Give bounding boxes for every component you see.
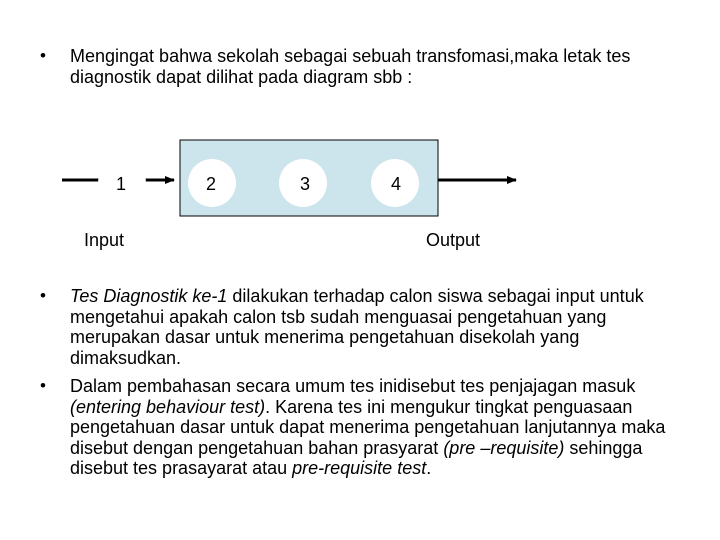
node-3-label: 3 (299, 174, 311, 194)
node-4-label: 4 (390, 174, 402, 194)
node-2-label: 2 (205, 174, 217, 194)
bullet-1-part-0: Tes Diagnostik ke-1 (70, 286, 228, 306)
intro-paragraph: Mengingat bahwa sekolah sebagai sebuah transfomasi,maka letak tes diagnostik dapat dilihat pada diagram sbb : (70, 46, 631, 87)
bullet-paragraph-1 (70, 286, 690, 368)
bullet-marker: • (40, 46, 46, 65)
bullet-2-part-1: (entering behaviour test) (70, 396, 266, 417)
bullet-2-part-3: (pre –requisite) (443, 437, 565, 458)
input-label: Input (84, 230, 125, 250)
node-1-label: 1 (115, 174, 127, 194)
node-1 (98, 159, 146, 207)
bullet-2-part-6: . (426, 458, 432, 478)
bullet-2-part-5: pre-requisite test (292, 458, 427, 478)
node-3 (279, 159, 327, 207)
node-4 (371, 159, 419, 207)
bullet-1-part-1: dilakukan terhadap calon siswa sebagai input untuk mengetahui apakah calon tsb sudah menguasai pengetahuan yang merupakan dasar untuk menerima pengetahuan disekolah yang dimaksudkan. (70, 286, 644, 368)
bullet-2-part-0: Dalam pembahasan secara umum tes inidisebut tes penjajagan masuk (70, 376, 636, 396)
bullet-2-part-2: . Karena tes ini mengukur tingkat penguasaan pengetahuan dasar untuk dapat menerima pengetahuan lanjutannya maka disebut dengan pengetahuan bahan prasyarat (70, 396, 666, 458)
bullet-2-part-4: sehingga disebut tes prasayarat atau (70, 437, 643, 478)
node-2 (188, 159, 236, 207)
bullet-marker: • (40, 376, 46, 395)
bullet-marker: • (40, 286, 46, 305)
bullet-paragraph-2 (70, 376, 690, 479)
output-label: Output (426, 230, 481, 250)
